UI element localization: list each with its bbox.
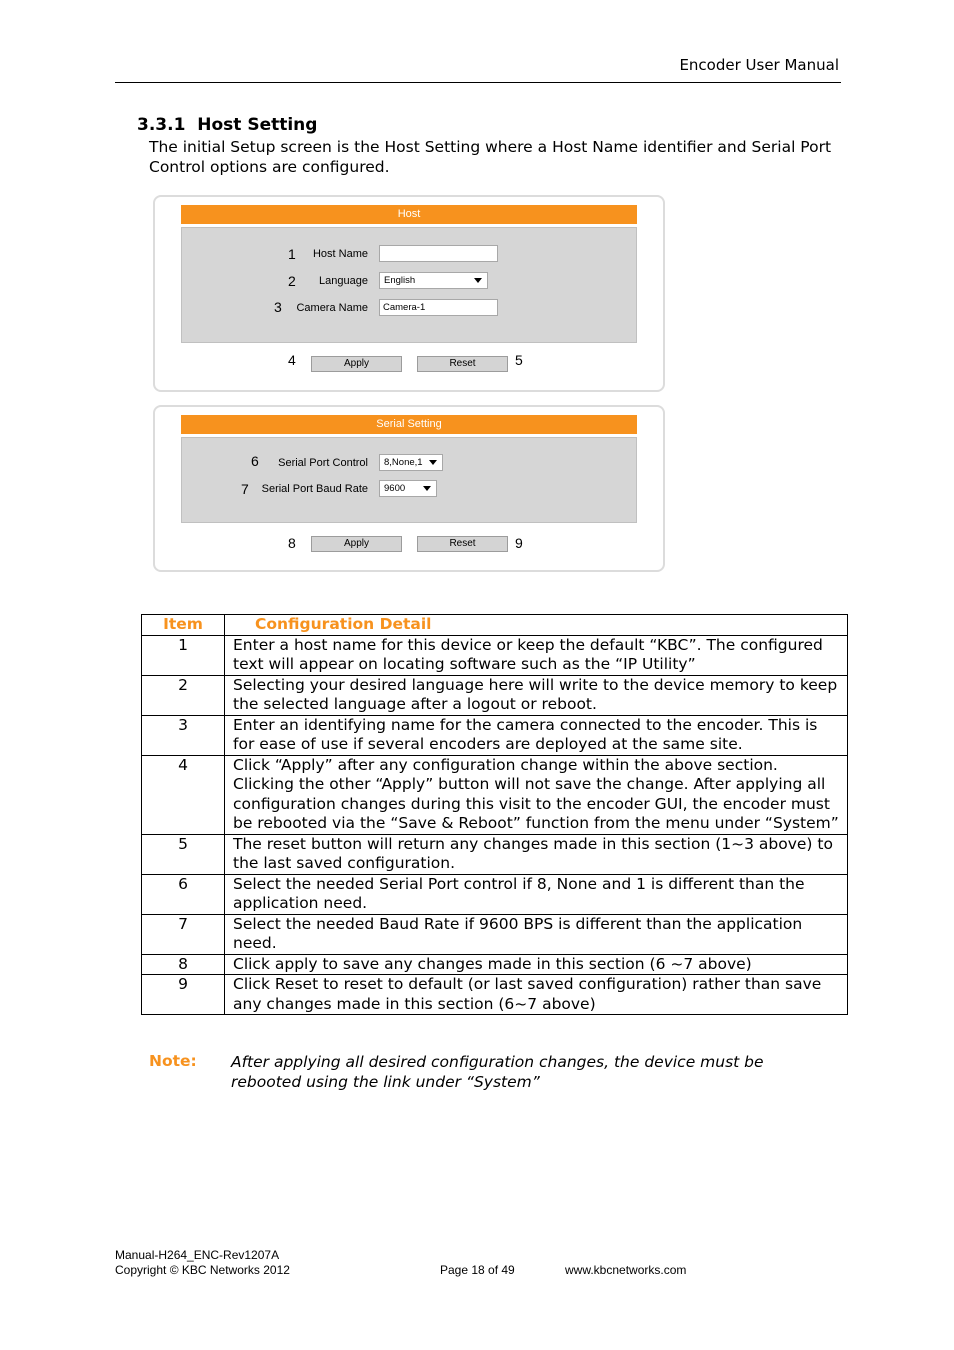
- baud-rate-select[interactable]: [379, 480, 437, 497]
- table-cell-item: 2: [142, 675, 225, 715]
- table-cell-detail: The reset button will return any changes made in this section (1~3 above) to the last saved configuration.: [225, 834, 848, 874]
- table-header-row: [142, 615, 848, 636]
- footer-page-number: Page 18 of 49: [440, 1263, 515, 1277]
- baud-rate-value: 9600: [384, 483, 406, 494]
- table-row: [142, 635, 848, 675]
- table-cell-detail: Click Reset to reset to default (or last saved configuration) rather than save any changes made in this section (6~7 above): [225, 975, 848, 1015]
- note-text: After applying all desired configuration changes, the device must be rebooted using the link under “System”: [231, 1053, 764, 1091]
- chevron-down-icon: [474, 278, 482, 283]
- host-apply-button[interactable]: Apply: [311, 356, 402, 372]
- note-label: Note:: [149, 1052, 197, 1070]
- table-row: [142, 975, 848, 1015]
- column-header-detail: Configuration Detail: [225, 615, 848, 636]
- table-cell-item: 7: [142, 914, 225, 954]
- callout-5: 5: [515, 352, 523, 368]
- header-divider: [115, 82, 841, 83]
- host-reset-button[interactable]: Reset: [417, 356, 508, 372]
- callout-6: 6: [251, 453, 259, 469]
- section-title: Host Setting: [197, 115, 318, 135]
- callout-1: 1: [288, 246, 296, 262]
- column-header-item: Item: [142, 615, 225, 636]
- serial-port-control-label: Serial Port Control: [278, 457, 368, 469]
- table-cell-detail: Click apply to save any changes made in this section (6 ~7 above): [225, 954, 848, 975]
- baud-rate-label: Serial Port Baud Rate: [261, 483, 368, 495]
- table-row: [142, 874, 848, 914]
- table-row: [142, 755, 848, 834]
- table-cell-item: 8: [142, 954, 225, 975]
- table-cell-item: 3: [142, 715, 225, 755]
- camera-name-input[interactable]: Camera-1: [379, 299, 498, 316]
- language-label: Language: [319, 275, 368, 287]
- chevron-down-icon: [429, 460, 437, 465]
- callout-4: 4: [288, 352, 296, 368]
- callout-8: 8: [288, 535, 296, 551]
- serial-panel-title-bar: Serial Setting: [181, 415, 637, 434]
- table-row: [142, 675, 848, 715]
- table-cell-detail: Select the needed Serial Port control if 8, None and 1 is different than the application need.: [225, 874, 848, 914]
- host-panel-title-bar: Host: [181, 205, 637, 224]
- table-cell-detail: Selecting your desired language here will write to the device memory to keep the selected language after a logout or reboot.: [225, 675, 848, 715]
- section-number: 3.3.1: [137, 115, 186, 135]
- table-cell-detail: Click “Apply” after any configuration change within the above section. Clicking the other “Apply” button will not save the change. After applying all configuration changes during this visit to the encoder GUI, the encoder must be rebooted via the “Save & Reboot” function from the menu under “System”: [225, 755, 848, 834]
- serial-port-control-select[interactable]: [379, 454, 443, 471]
- callout-3: 3: [274, 299, 282, 315]
- table-cell-detail: Enter an identifying name for the camera connected to the encoder. This is for ease of use if several encoders are deployed at the same site.: [225, 715, 848, 755]
- camera-name-label: Camera Name: [296, 302, 368, 314]
- table-cell-detail: Enter a host name for this device or keep the default “KBC”. The configured text will appear on locating software such as the “IP Utility”: [225, 635, 848, 675]
- host-name-label: Host Name: [312, 248, 368, 260]
- table-cell-item: 5: [142, 834, 225, 874]
- serial-port-control-value: 8,None,1: [384, 457, 423, 468]
- serial-apply-button[interactable]: Apply: [311, 536, 402, 552]
- host-settings-panel: [153, 195, 665, 392]
- table-row: [142, 715, 848, 755]
- configuration-table: [141, 614, 848, 1015]
- footer-copyright: Copyright © KBC Networks 2012: [115, 1263, 290, 1277]
- table-cell-item: 6: [142, 874, 225, 914]
- footer-website: www.kbcnetworks.com: [565, 1263, 687, 1277]
- footer-manual-id: Manual-H264_ENC-Rev1207A: [115, 1248, 280, 1262]
- section-heading: [137, 115, 317, 135]
- table-cell-item: 1: [142, 635, 225, 675]
- section-intro: The initial Setup screen is the Host Setting where a Host Name identifier and Serial Port Control options are configured.: [149, 138, 832, 176]
- callout-7: 7: [241, 481, 249, 497]
- language-select[interactable]: [379, 272, 488, 289]
- document-header-title: Encoder User Manual: [679, 56, 839, 74]
- table-cell-item: 4: [142, 755, 225, 834]
- callout-2: 2: [288, 273, 296, 289]
- callout-9: 9: [515, 535, 523, 551]
- host-name-input[interactable]: [379, 245, 498, 262]
- table-row: [142, 954, 848, 975]
- serial-settings-panel: [153, 405, 665, 572]
- table-cell-detail: Select the needed Baud Rate if 9600 BPS is different than the application need.: [225, 914, 848, 954]
- table-cell-item: 9: [142, 975, 225, 1015]
- table-row: [142, 914, 848, 954]
- chevron-down-icon: [423, 486, 431, 491]
- table-row: [142, 834, 848, 874]
- serial-reset-button[interactable]: Reset: [417, 536, 508, 552]
- language-select-value: English: [384, 275, 416, 286]
